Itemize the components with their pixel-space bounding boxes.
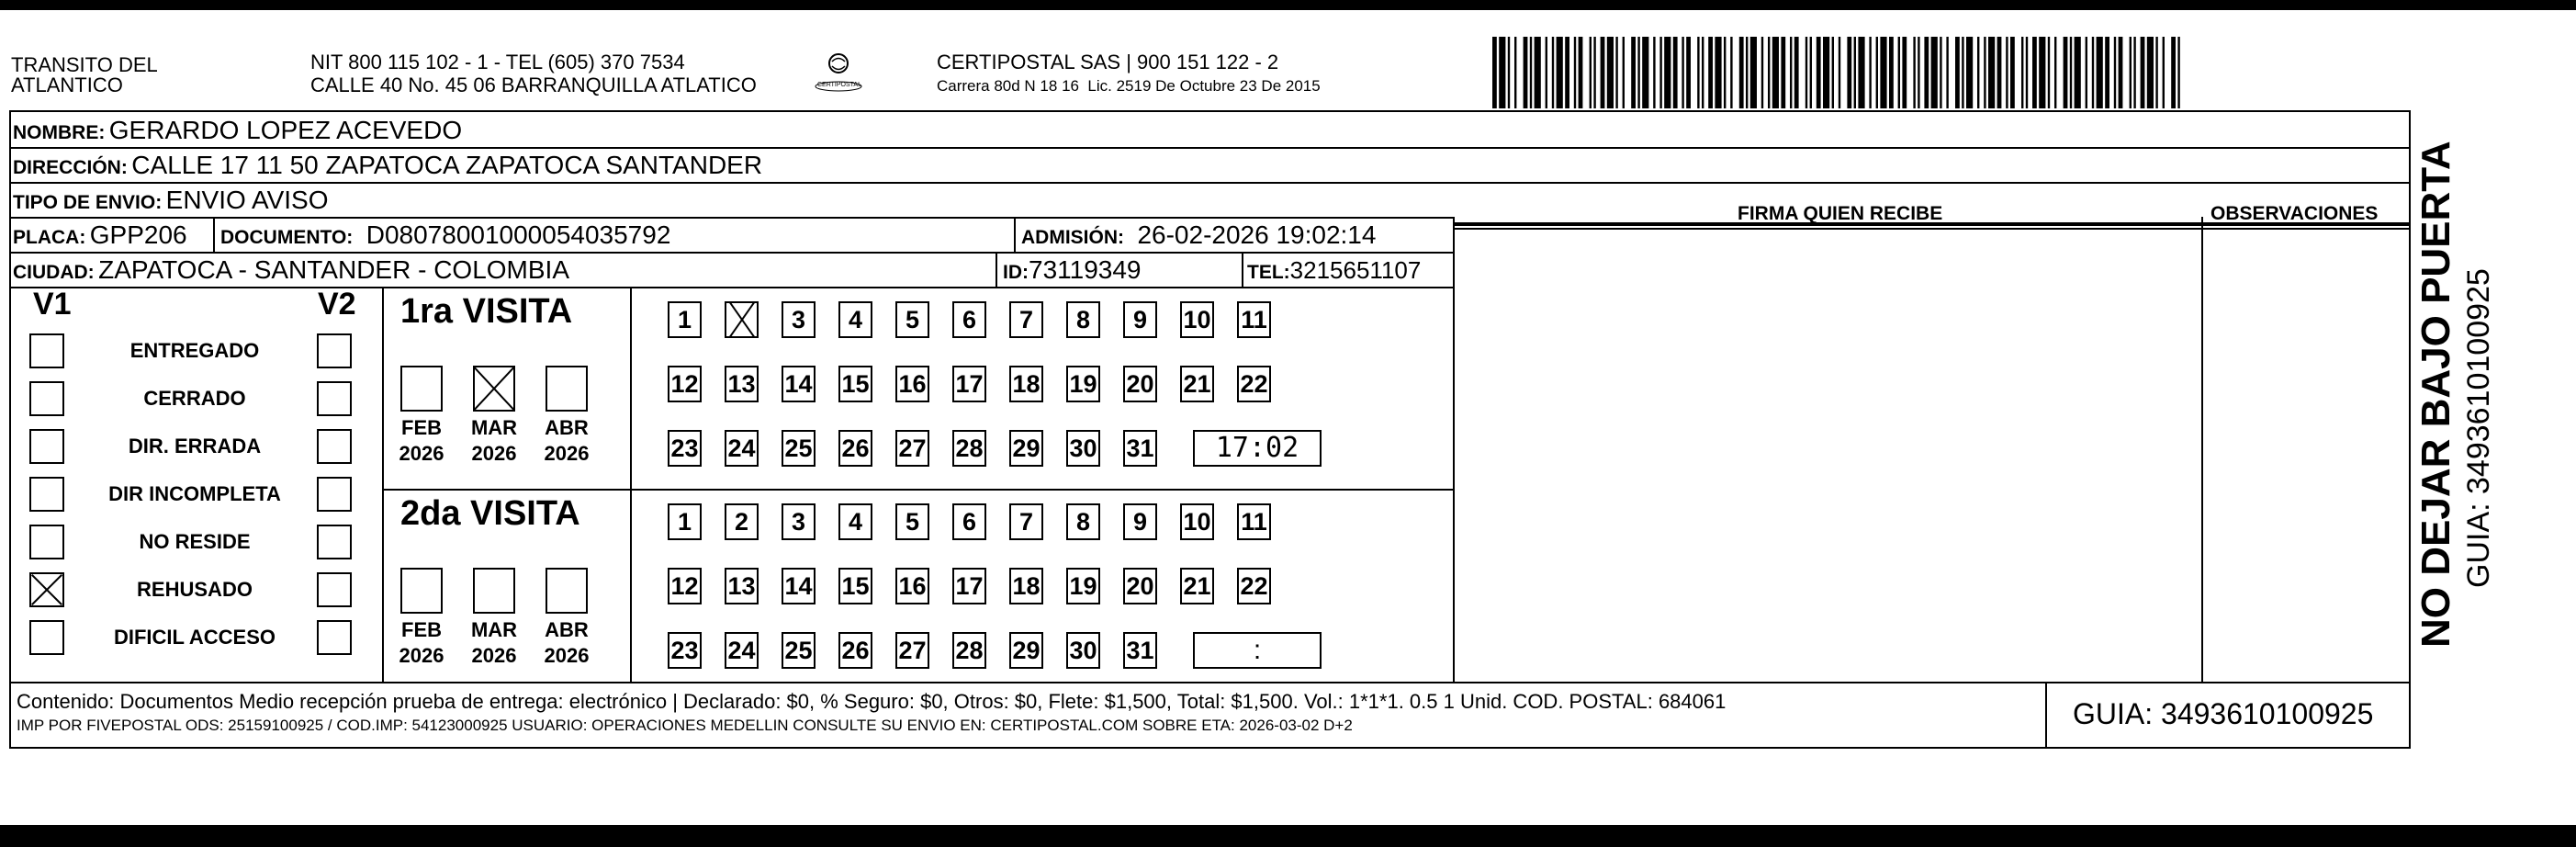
day-box[interactable] [838, 632, 872, 669]
day-number: 7 [1018, 508, 1034, 536]
day-number: 28 [955, 637, 984, 664]
placa-label: PLACA: [13, 227, 86, 248]
day-box[interactable] [1009, 366, 1043, 402]
documento-label: DOCUMENTO: [220, 227, 354, 248]
day-box[interactable] [895, 366, 929, 402]
day-number: 17 [955, 572, 984, 600]
tipo-envio-label: TIPO DE ENVIO: [13, 192, 163, 213]
documento-field [220, 220, 670, 255]
month-name: MAR [470, 618, 518, 641]
day-box[interactable] [725, 568, 759, 604]
month-name: ABR [545, 416, 589, 439]
day-number: 23 [670, 435, 699, 462]
logo-caption: CERTIPOSTAL [817, 82, 861, 88]
day-box[interactable] [838, 430, 872, 467]
day-box[interactable] [725, 366, 759, 402]
day-number: 20 [1126, 572, 1154, 600]
day-box[interactable] [668, 366, 702, 402]
day-box[interactable] [895, 503, 929, 540]
nombre-value: GERARDO LOPEZ ACEVEDO [108, 116, 463, 144]
day-box[interactable] [725, 632, 759, 669]
day-number: 29 [1012, 637, 1041, 664]
day-box[interactable] [1237, 301, 1271, 338]
day-number: 8 [1075, 306, 1091, 333]
day-number: 12 [670, 370, 699, 398]
day-number: 5 [905, 508, 920, 536]
day-number: 13 [727, 370, 756, 398]
footer-contents: Contenido: Documentos Medio recepción prueba de entrega: electrónico | Declarado: $0, % Seguro: $0, Otros: $0, Flete: $1,500, Total: $1,500. Vol.: 1*1*1. 0.5 1 Unid. COD. POSTAL: 684061 [17, 690, 1727, 713]
bottom-border [0, 825, 2576, 847]
day-box[interactable] [1009, 503, 1043, 540]
v2-checkbox[interactable] [317, 572, 352, 607]
day-box[interactable] [1237, 366, 1271, 402]
tel-field [1247, 254, 1421, 290]
day-number: 8 [1075, 508, 1091, 536]
certipostal-logo [814, 48, 863, 101]
day-number: 26 [841, 637, 870, 664]
v1-checkbox[interactable] [29, 620, 64, 655]
warning-vertical: NO DEJAR BAJO PUERTA [2413, 141, 2458, 648]
tel-value: 3215651107 [1289, 256, 1422, 284]
day-box[interactable] [838, 301, 872, 338]
day-box[interactable] [1123, 430, 1157, 467]
day-box[interactable] [952, 430, 986, 467]
courier-license: Carrera 80d N 18 16 Lic. 2519 De Octubre 23 De 2015 [937, 77, 1321, 95]
status-label: ENTREGADO [129, 339, 260, 362]
status-label: DIFICIL ACCESO [113, 626, 276, 649]
day-box[interactable] [1009, 568, 1043, 604]
day-number: 14 [784, 572, 813, 600]
day-box[interactable] [1066, 568, 1100, 604]
sender-nit: NIT 800 115 102 - 1 - TEL (605) 370 7534 [310, 51, 685, 73]
day-box[interactable] [1066, 632, 1100, 669]
delivery-form [9, 110, 2411, 749]
day-number: 4 [848, 306, 863, 333]
v2-checkbox[interactable] [317, 381, 352, 416]
direccion-value: CALLE 17 11 50 ZAPATOCA ZAPATOCA SANTANDER [131, 151, 763, 179]
day-number: 1 [677, 306, 692, 333]
day-box[interactable] [1066, 503, 1100, 540]
day-number: 18 [1012, 572, 1041, 600]
day-number: 2 [734, 508, 749, 536]
day-box[interactable] [1180, 301, 1214, 338]
day-box[interactable] [1180, 366, 1214, 402]
footer-print-info: IMP POR FIVEPOSTAL ODS: 25159100925 / COD.IMP: 54123000925 USUARIO: OPERACIONES MEDELLIN CONSULTE SU ENVIO EN: CERTIPOSTAL.COM SOBRE ETA: 2026-03-02 D+2 [17, 717, 1353, 734]
sender-name-line1: TRANSITO DEL [11, 53, 158, 76]
day-box[interactable] [1180, 503, 1214, 540]
day-box[interactable] [668, 632, 702, 669]
day-box[interactable] [782, 301, 816, 338]
v2-checkbox[interactable] [317, 525, 352, 559]
day-number: 21 [1183, 370, 1211, 398]
day-number: 31 [1126, 637, 1154, 664]
month-year: 2026 [544, 644, 590, 667]
day-box[interactable] [1009, 430, 1043, 467]
top-border [0, 0, 2576, 10]
v1-checkbox[interactable] [29, 477, 64, 512]
day-box[interactable] [1066, 366, 1100, 402]
day-box[interactable] [1237, 503, 1271, 540]
day-number: 27 [898, 637, 927, 664]
day-box[interactable] [1066, 430, 1100, 467]
day-number: 7 [1018, 306, 1034, 333]
month-name: FEB [401, 416, 442, 439]
status-label: DIR. ERRADA [128, 435, 262, 457]
id-label: ID: [1003, 262, 1029, 283]
day-number: 15 [841, 370, 870, 398]
placa-value: GPP206 [89, 220, 187, 249]
firma-header: FIRMA QUIEN RECIBE [1738, 203, 1943, 224]
day-box[interactable] [668, 301, 702, 338]
day-number: 30 [1069, 435, 1097, 462]
day-box[interactable] [782, 366, 816, 402]
day-box[interactable] [1009, 301, 1043, 338]
day-box[interactable] [1180, 568, 1214, 604]
day-number: 11 [1241, 508, 1267, 536]
direccion-field [13, 150, 762, 186]
day-box[interactable] [895, 568, 929, 604]
day-number: 16 [898, 572, 927, 600]
day-box[interactable] [895, 632, 929, 669]
day-number: 24 [727, 637, 756, 664]
month-checkbox[interactable] [546, 366, 588, 412]
v2-checkbox[interactable] [317, 333, 352, 368]
status-label: CERRADO [143, 387, 246, 410]
day-box[interactable] [895, 430, 929, 467]
footer-guia: GUIA: 3493610100925 [2073, 697, 2374, 730]
observaciones-header: OBSERVACIONES [2210, 203, 2379, 224]
day-number: 22 [1240, 572, 1268, 600]
guia-vertical: GUIA: 3493610100925 [2461, 268, 2496, 588]
day-number: 4 [848, 508, 863, 536]
day-box[interactable] [725, 430, 759, 467]
day-number: 11 [1241, 306, 1267, 333]
month-checkbox[interactable] [546, 568, 588, 614]
v1-checkbox[interactable] [29, 381, 64, 416]
day-number: 22 [1240, 370, 1268, 398]
month-name: FEB [401, 618, 442, 641]
day-box[interactable] [668, 430, 702, 467]
day-number: 25 [784, 637, 813, 664]
month-name: MAR [470, 416, 518, 439]
placa-field [13, 220, 187, 255]
v2-checkbox[interactable] [317, 477, 352, 512]
day-box[interactable] [952, 366, 986, 402]
day-number: 3 [791, 306, 806, 333]
day-box[interactable] [782, 503, 816, 540]
day-box[interactable] [1123, 366, 1157, 402]
month-year: 2026 [399, 644, 444, 667]
day-box[interactable] [1123, 632, 1157, 669]
day-box[interactable] [782, 632, 816, 669]
day-number: 5 [905, 306, 920, 333]
day-number: 17 [955, 370, 984, 398]
id-value: 73119349 [1029, 255, 1142, 284]
admision-label: ADMISIÓN: [1021, 227, 1124, 248]
day-number: 6 [962, 306, 977, 333]
day-number: 30 [1069, 637, 1097, 664]
documento-value: D08078001000054035792 [366, 220, 671, 249]
day-box[interactable] [725, 301, 759, 338]
day-number: 29 [1012, 435, 1041, 462]
day-box[interactable] [895, 301, 929, 338]
v2-checkbox[interactable] [317, 429, 352, 464]
day-box[interactable] [668, 568, 702, 604]
day-number: 31 [1126, 435, 1154, 462]
v1-checkbox[interactable] [29, 572, 64, 607]
day-number: 9 [1132, 306, 1148, 333]
courier-name: CERTIPOSTAL SAS | 900 151 122 - 2 [937, 51, 1279, 73]
v2-label: V2 [318, 287, 356, 322]
day-number: 12 [670, 572, 699, 600]
ciudad-value: ZAPATOCA - SANTANDER - COLOMBIA [98, 255, 569, 284]
day-box[interactable] [1237, 568, 1271, 604]
admision-field [1021, 220, 1376, 255]
month-year: 2026 [399, 442, 444, 465]
sender-address: CALLE 40 No. 45 06 BARRANQUILLA ATLATICO [310, 73, 757, 96]
day-box[interactable] [952, 503, 986, 540]
day-number: 19 [1069, 572, 1097, 600]
day-number [735, 306, 748, 333]
day-number: 15 [841, 572, 870, 600]
status-label: NO RESIDE [139, 530, 251, 553]
day-number: 24 [727, 435, 756, 462]
time-box[interactable]: 17:02 [1193, 430, 1322, 467]
month-year: 2026 [471, 644, 517, 667]
barcode [1492, 37, 2181, 108]
day-number: 26 [841, 435, 870, 462]
day-box[interactable] [838, 366, 872, 402]
day-number: 3 [791, 508, 806, 536]
day-box[interactable] [952, 568, 986, 604]
day-box[interactable] [725, 503, 759, 540]
day-number: 10 [1183, 508, 1211, 536]
day-box[interactable] [838, 503, 872, 540]
sender-name-line2: ATLANTICO [11, 73, 123, 96]
id-field [1003, 254, 1142, 290]
tipo-envio-value: ENVIO AVISO [165, 186, 329, 214]
month-year: 2026 [471, 442, 517, 465]
day-number: 28 [955, 435, 984, 462]
day-box[interactable] [1123, 301, 1157, 338]
month-name: ABR [545, 618, 589, 641]
day-box[interactable] [952, 632, 986, 669]
day-box[interactable] [1123, 568, 1157, 604]
v1-label: V1 [33, 287, 72, 322]
nombre-field [13, 115, 462, 151]
tipo-envio-field [13, 185, 329, 220]
day-box[interactable] [782, 568, 816, 604]
day-number: 14 [784, 370, 813, 398]
month-checkbox[interactable] [400, 366, 443, 412]
v1-checkbox[interactable] [29, 429, 64, 464]
v1-checkbox[interactable] [29, 525, 64, 559]
status-label: REHUSADO [137, 578, 253, 601]
v1-checkbox[interactable] [29, 333, 64, 368]
day-number: 23 [670, 637, 699, 664]
day-number: 10 [1183, 306, 1211, 333]
day-number: 1 [677, 508, 692, 536]
ciudad-label: CIUDAD: [13, 262, 95, 283]
month-checkbox[interactable] [400, 568, 443, 614]
day-number: 9 [1132, 508, 1148, 536]
day-number: 19 [1069, 370, 1097, 398]
day-number: 18 [1012, 370, 1041, 398]
day-number: 21 [1183, 572, 1211, 600]
day-number: 25 [784, 435, 813, 462]
direccion-label: DIRECCIÓN: [13, 157, 128, 178]
day-box[interactable] [782, 430, 816, 467]
nombre-label: NOMBRE: [13, 122, 106, 143]
visit-title: 1ra VISITA [400, 292, 573, 331]
admision-value: 26-02-2026 19:02:14 [1137, 220, 1377, 249]
month-checkbox[interactable] [473, 568, 515, 614]
day-number: 6 [962, 508, 977, 536]
visit-title: 2da VISITA [400, 494, 580, 533]
time-box[interactable]: : [1193, 632, 1322, 669]
day-box[interactable] [1009, 632, 1043, 669]
tel-label: TEL: [1247, 262, 1290, 283]
day-box[interactable] [838, 568, 872, 604]
day-number: 27 [898, 435, 927, 462]
ciudad-field [13, 254, 569, 290]
day-box[interactable] [1123, 503, 1157, 540]
day-number: 16 [898, 370, 927, 398]
day-box[interactable] [1066, 301, 1100, 338]
v2-checkbox[interactable] [317, 620, 352, 655]
day-box[interactable] [952, 301, 986, 338]
month-year: 2026 [544, 442, 590, 465]
status-label: DIR INCOMPLETA [108, 482, 281, 505]
day-number: 20 [1126, 370, 1154, 398]
day-box[interactable] [668, 503, 702, 540]
day-number: 13 [727, 572, 756, 600]
month-checkbox[interactable] [473, 366, 515, 412]
